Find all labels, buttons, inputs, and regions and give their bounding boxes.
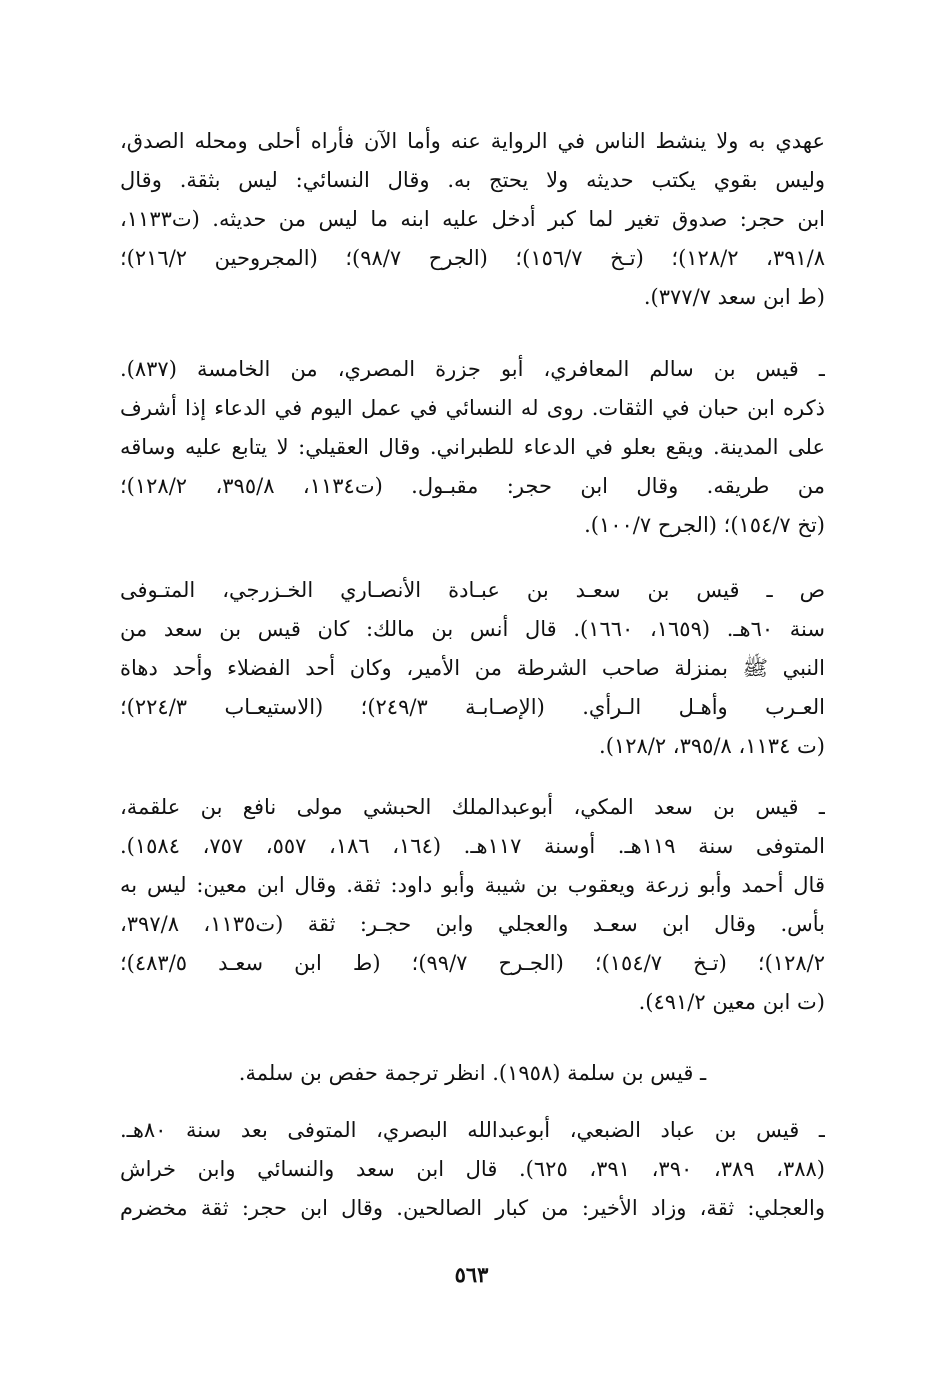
entry-heading-line: ـ قيس بن سالم المعافري، أبو جزرة المصري، من الخامسة (٨٣٧).: [120, 357, 825, 381]
text-line: عهدي به ولا ينشط الناس في الرواية عنه وأما الآن فأراه أحلى ومحله الصدق،: [120, 129, 825, 153]
entry-heading-line: ـ قيس بن عباد الضبعي، أبوعبدالله البصري، المتوفى بعد سنة ٨٠هـ.: [120, 1118, 825, 1142]
entry-heading-line: ص ـ قيس بن سعـد بن عبـادة الأنصـاري الخـزرجي، المتـوفى: [120, 578, 825, 602]
text-line: (ت ابن معين ٤٩١/٢).: [638, 990, 825, 1014]
text-line: المتوفى سنة ١١٩هـ. أوسنة ١١٧هـ. (١٦٤، ١٨٦، ٥٥٧، ٧٥٧، ١٥٨٤).: [120, 834, 825, 858]
entry-heading-line: ـ قيس بن سعد المكي، أبوعبدالملك الحبشي مولى نافع بن علقمة،: [120, 795, 825, 819]
text-line: (ت ١١٣٤، ٣٩٥/٨، ١٢٨/٢).: [599, 734, 825, 758]
text-line: النبي ﷺ بمنزلة صاحب الشرطة من الأمير، وكان أحد الفضلاء وأحد دهاة: [120, 656, 825, 680]
entry-qays-ibn-ubad: [120, 1111, 825, 1228]
text-line: قال أحمد وأبو زرعة ويعقوب بن شيبة وأبو داود: ثقة. وقال ابن معين: ليس به: [120, 873, 825, 897]
text-line: بأس. وقال ابن سعـد والعجلي وابن حجـر: ثقة (ت١١٣٥، ٣٩٧/٨،: [120, 912, 825, 936]
text-line: من طريقه. وقال ابن حجر: مقبـول. (ت١١٣٤، ٣٩٥/٨، ١٢٨/٢)؛: [120, 474, 825, 498]
text-line: ذكره ابن حبان في الثقات. روى له النسائي في عمل اليوم في الدعاء إذا أشرف: [120, 396, 825, 420]
entry-qays-ibn-salim: [120, 350, 825, 545]
entry-heading-line: ـ قيس بن سلمة (١٩٥٨). انظر ترجمة حفص بن سلمة.: [238, 1061, 707, 1085]
page-number: ٥٦٣: [454, 1262, 489, 1287]
text-line: ٣٩١/٨، ١٢٨/٢)؛ (تـخ ١٥٦/٧)؛ (الجرح ٩٨/٧)؛ (المجروحين ٢١٦/٢)؛: [120, 246, 825, 270]
entry-qays-ibn-sad-al-makki: [120, 788, 825, 1022]
text-line: ابن حجر: صدوق تغير لما كبر أدخل عليه ابنه ما ليس من حديثه. (ت١١٣٣،: [120, 207, 825, 231]
entry-qays-ibn-salama: [120, 1054, 825, 1093]
text-line: (ط ابن سعد ٣٧٧/٧).: [643, 285, 825, 309]
entry-continuation: [120, 122, 825, 317]
text-line: (تخ ١٥٤/٧)؛ (الجرح ١٠٠/٧).: [584, 513, 825, 537]
text-line: سنة ٦٠هـ. (١٦٥٩، ١٦٦٠). قال أنس بن مالك: كان قيس بن سعد من: [120, 617, 825, 641]
text-line: وليس بقوي يكتب حديثه ولا يحتج به. وقال النسائي: ليس بثقة. وقال: [120, 168, 825, 192]
entry-qays-ibn-sad-ibn-ubada: [120, 571, 825, 766]
text-line: والعجلي: ثقة، وزاد الأخير: من كبار الصالحين. وقال ابن حجر: ثقة مخضرم: [120, 1196, 825, 1220]
text-line: على المدينة. ويقع بعلو في الدعاء للطبراني. وقال العقيلي: لا يتابع عليه وساقه: [120, 435, 825, 459]
text-line: العـرب وأهـل الـرأي. (الإصـابـة ٢٤٩/٣)؛ (الاستيعـاب ٢٢٤/٣)؛: [120, 695, 825, 719]
text-line: ١٢٨/٢)؛ (تـخ ١٥٤/٧)؛ (الجـرح ٩٩/٧)؛ (ط ابن سعـد ٤٨٣/٥)؛: [120, 951, 825, 975]
text-line: (٣٨٨، ٣٨٩، ٣٩٠، ٣٩١، ٦٢٥). قال ابن سعد والنسائي وابن خراش: [120, 1157, 825, 1181]
